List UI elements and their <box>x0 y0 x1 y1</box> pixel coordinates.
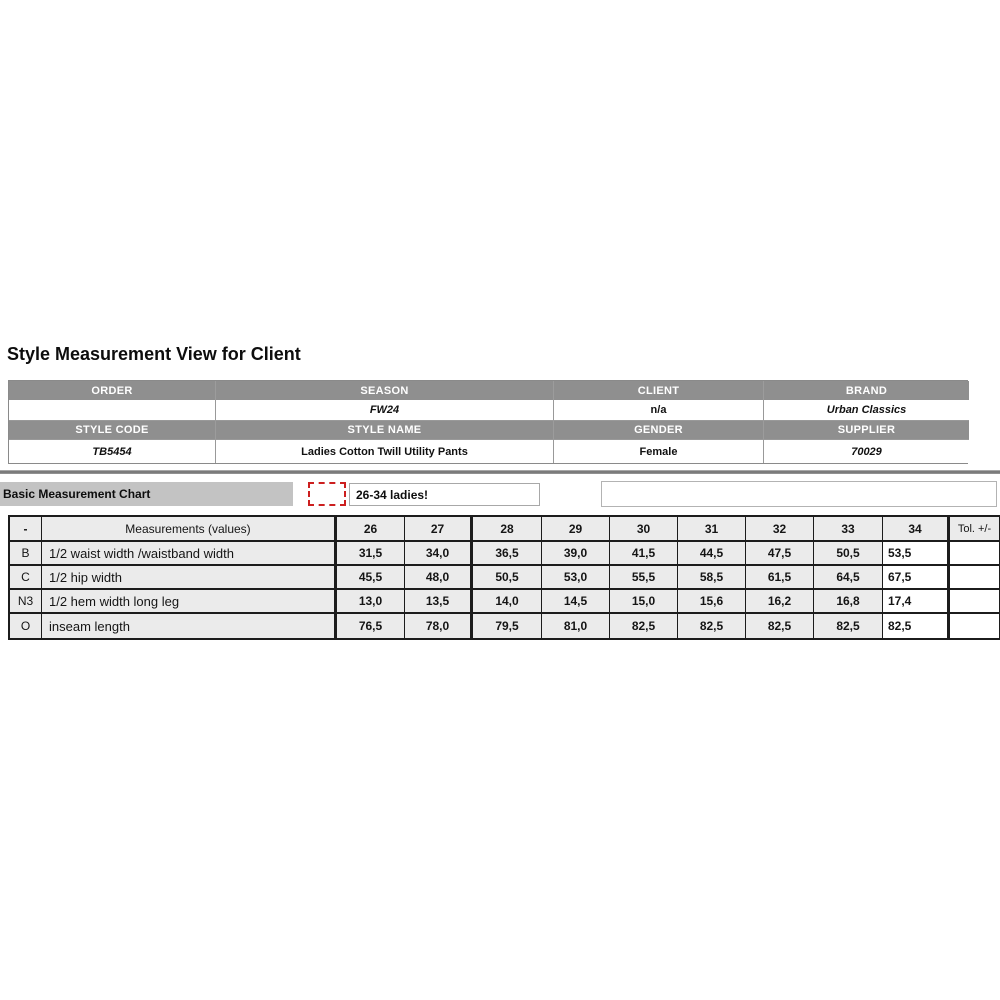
measurement-value: 67,5 <box>883 566 950 590</box>
measurement-value: 36,5 <box>473 542 542 566</box>
style-info-table <box>8 380 968 464</box>
tolerance-cell <box>950 614 999 638</box>
order-value <box>9 400 216 421</box>
measurement-value: 82,5 <box>610 614 678 638</box>
measurement-code: C <box>10 566 42 590</box>
size-column-header: 34 <box>883 517 950 542</box>
highlight-checkbox-field[interactable] <box>308 482 346 506</box>
measurement-value: 82,5 <box>746 614 814 638</box>
measurement-value: 50,5 <box>473 566 542 590</box>
measurement-value: 81,0 <box>542 614 610 638</box>
measurement-value: 13,5 <box>405 590 473 614</box>
size-column-header: 28 <box>473 517 542 542</box>
measurement-value: 82,5 <box>678 614 746 638</box>
measurement-code: N3 <box>10 590 42 614</box>
size-column-header: 27 <box>405 517 473 542</box>
measurement-value: 48,0 <box>405 566 473 590</box>
supplier-header: SUPPLIER <box>764 421 969 440</box>
size-column-header: 30 <box>610 517 678 542</box>
measurement-value: 61,5 <box>746 566 814 590</box>
client-header: CLIENT <box>554 381 764 400</box>
measurement-value: 53,0 <box>542 566 610 590</box>
measurement-value: 55,5 <box>610 566 678 590</box>
measurement-code: O <box>10 614 42 638</box>
measurement-value: 58,5 <box>678 566 746 590</box>
size-column-header: 33 <box>814 517 883 542</box>
measurement-value: 76,5 <box>337 614 405 638</box>
measurement-value: 39,0 <box>542 542 610 566</box>
measurement-value: 45,5 <box>337 566 405 590</box>
measurement-name: 1/2 hem width long leg <box>42 590 337 614</box>
tolerance-cell <box>950 590 999 614</box>
season-value: FW24 <box>216 400 554 421</box>
measurement-name: 1/2 hip width <box>42 566 337 590</box>
measurement-value: 82,5 <box>814 614 883 638</box>
measurement-value: 41,5 <box>610 542 678 566</box>
tolerance-cell <box>950 566 999 590</box>
tolerance-cell <box>950 542 999 566</box>
size-column-header: 31 <box>678 517 746 542</box>
measurement-value: 16,2 <box>746 590 814 614</box>
measurement-value: 15,0 <box>610 590 678 614</box>
client-value: n/a <box>554 400 764 421</box>
basic-measurement-chart-label: Basic Measurement Chart <box>0 482 293 506</box>
style-name-value: Ladies Cotton Twill Utility Pants <box>216 440 554 463</box>
supplier-value: 70029 <box>764 440 969 463</box>
size-column-header: 26 <box>337 517 405 542</box>
measurement-value: 44,5 <box>678 542 746 566</box>
measurement-value: 47,5 <box>746 542 814 566</box>
measurement-value: 78,0 <box>405 614 473 638</box>
page-title: Style Measurement View for Client <box>7 344 301 364</box>
gender-header: GENDER <box>554 421 764 440</box>
measurement-value: 14,5 <box>542 590 610 614</box>
style-name-header: STYLE NAME <box>216 421 554 440</box>
measurement-table <box>8 515 1000 640</box>
comment-field[interactable] <box>601 481 997 507</box>
measurement-value: 82,5 <box>883 614 950 638</box>
measurement-value: 15,6 <box>678 590 746 614</box>
gender-value: Female <box>554 440 764 463</box>
measurement-name: 1/2 waist width /waistband width <box>42 542 337 566</box>
measurement-value: 31,5 <box>337 542 405 566</box>
brand-value: Urban Classics <box>764 400 969 421</box>
measurement-value: 17,4 <box>883 590 950 614</box>
measurement-value: 13,0 <box>337 590 405 614</box>
measurement-value: 50,5 <box>814 542 883 566</box>
style-code-header: STYLE CODE <box>9 421 216 440</box>
size-range-note-field[interactable]: 26-34 ladies! <box>349 483 540 506</box>
measurements-column-header: Measurements (values) <box>42 517 337 542</box>
measurement-value: 79,5 <box>473 614 542 638</box>
tolerance-column-header: Tol. +/- <box>950 517 999 542</box>
order-header: ORDER <box>9 381 216 400</box>
season-header: SEASON <box>216 381 554 400</box>
measurement-name: inseam length <box>42 614 337 638</box>
brand-header: BRAND <box>764 381 969 400</box>
measurement-value: 14,0 <box>473 590 542 614</box>
measurement-code: B <box>10 542 42 566</box>
style-code-value: TB5454 <box>9 440 216 463</box>
measurement-value: 64,5 <box>814 566 883 590</box>
measurement-value: 53,5 <box>883 542 950 566</box>
size-column-header: 29 <box>542 517 610 542</box>
measurement-value: 16,8 <box>814 590 883 614</box>
size-column-header: 32 <box>746 517 814 542</box>
code-column-header: - <box>10 517 42 542</box>
section-divider <box>0 470 1000 474</box>
measurement-value: 34,0 <box>405 542 473 566</box>
